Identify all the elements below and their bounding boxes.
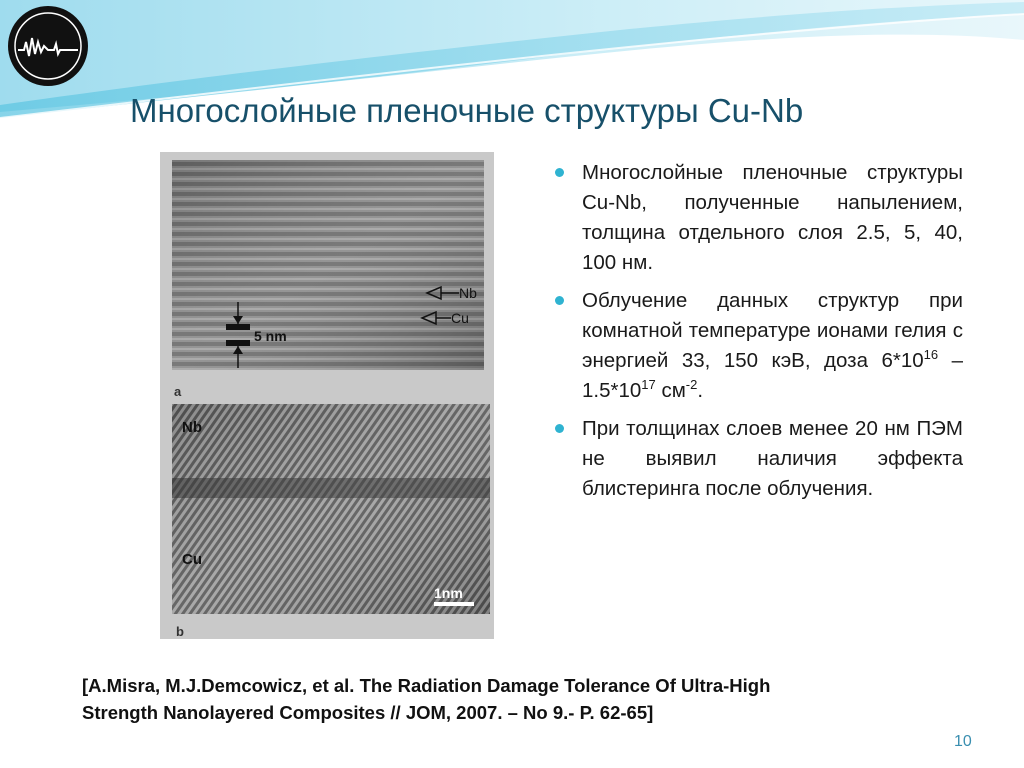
bullet-dot-icon [555, 424, 564, 433]
scale-marker-bar-bottom [226, 340, 250, 346]
bullet-text: При толщинах слоев менее 20 нм ПЭМ не выявил наличия эффекта блистеринга после облучения. [582, 417, 963, 500]
scale-label-1nm: 1nm [434, 585, 463, 601]
layer-label-nb: Nb [182, 419, 202, 436]
scale-label-5nm: 5 nm [254, 328, 287, 344]
arrow-label-cu: Cu [451, 310, 469, 326]
bullet-dot-icon [555, 168, 564, 177]
panel-b-label: b [176, 624, 184, 639]
citation-line-1: [A.Misra, M.J.Demcowicz, et al. The Radiation Damage Tolerance Of Ultra-High [82, 675, 771, 696]
bullet-text: Многослойные пленочные структуры Cu-Nb, полученные напылением, толщина отдельного слоя 2.5, 5, 40, 100 нм. [582, 161, 963, 274]
arrow-label-nb: Nb [459, 285, 477, 301]
bullet-list [555, 158, 963, 512]
panel-a-label: a [174, 384, 182, 399]
slide-title: Многослойные пленочные структуры Cu-Nb [130, 92, 804, 129]
tem-panel-a [172, 160, 484, 399]
bullet-item [555, 158, 963, 278]
waveform-logo-icon [8, 6, 88, 86]
bullet-item [555, 414, 963, 504]
page-number: 10 [954, 733, 972, 750]
layer-label-cu: Cu [182, 551, 202, 568]
citation-reference [82, 672, 982, 726]
tem-panel-b [172, 404, 490, 639]
bullet-item [555, 286, 963, 406]
scale-bar-1nm [434, 602, 474, 606]
tem-figure [160, 152, 494, 639]
scale-marker-bar-top [226, 324, 250, 330]
citation-line-2: Strength Nanolayered Composites // JOM, 2007. – No 9.- P. 62-65] [82, 702, 654, 723]
bullet-dot-icon [555, 296, 564, 305]
bullet-text: Облучение данных структур при комнатной температуре ионами гелия с энергией 33, 150 кэВ, доза $6*10^{16} - 1.5*10^{17}$ $см^{-2}$. [582, 289, 963, 402]
